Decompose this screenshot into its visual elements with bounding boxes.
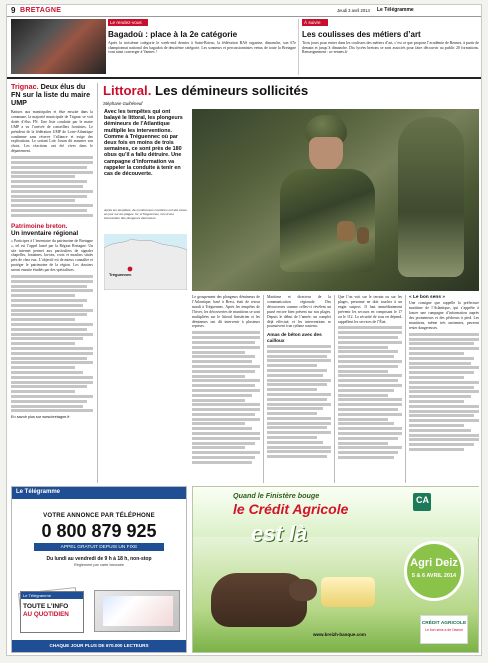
trignac-headline [11,83,93,107]
top-divider [7,77,482,79]
ad-hours: Du lundi au vendredi de 9 h à 18 h, non-stop [46,556,152,562]
brittany-land-shape [104,239,187,290]
article-col3-text: Que l’on voit sur le terrain ou sur les plages, personne ne doit toucher à un engin suspect. Il faut immédiatement prévenir les secours en composant le 17 ou le 112. La sécurité de tous en dépend, rappellent les services de l’État. [338,295,402,324]
article-col3-lines [338,326,402,459]
ad-brand: Le Télégramme [16,489,61,495]
ad-promo-header [21,592,83,599]
article-col2-text: Maritime et directeur de la communication régionale. Des découvertes comme celles-ci révèlent un passé encore bien présent sur nos plages. Depuis le début de l’année, un complet déjà effectué, et les interventions se poursuivent à un rythme soutenu. [267,295,331,329]
top-left-text: Après la troisième catégorie le week-end dernier à Saint-Brieuc, la fédération BAS organise, dimanche, son 67e championnat national des bagadoù de deuxième catégorie. Les sonneurs et percussionnistes venus de toute la Bretagne vont ainsi converger à Vannes ! [108,41,296,55]
ad-line1: Quand le Finistère bouge [233,491,320,500]
ad-footer-bar [12,640,186,652]
ad-phone-note [34,543,164,551]
subhead-1: Amas de béton avec des cailloux [267,332,322,343]
location-map [104,234,187,290]
ad-promo-line2: AU QUOTIDIEN [23,611,69,618]
ad-device-image [94,590,180,632]
left-news-column [11,83,93,483]
ad-phone[interactable]: 0 800 879 925 [41,521,157,541]
article-col4-text: Une consigne que rappelle la préfecture maritime de l’Atlantique, qui s’apprête à lancer une campagne d’information auprès des promeneurs et des pêcheurs à pied. Les munitions, même très anciennes, peuvent rester dangereuses. [409,301,479,330]
ad-line2: le Crédit Agricole [233,501,349,517]
face-shape [309,137,343,171]
section-name: BRETAGNE [20,7,62,14]
article-column-4 [405,295,479,483]
newspaper-page [6,4,482,656]
top-right-kicker-text: À suivre [304,20,321,25]
main-place: Littoral. [103,83,152,98]
article-col1-text: Le groupement des plongeurs démineurs de l’Atlantique, basé à Brest, était de retour mardi à Tréguennec. Après les tempêtes de l’hiver, les découvertes de munitions se sont multipliées sur le littoral finistérien et les démineurs ont dû intervenir à plusieurs reprises. [192,295,260,329]
trignac-place: Trignac. [11,82,39,91]
ad-footer-text: CHAQUE JOUR PLUS DE 670.000 LECTEURS [49,643,149,648]
patrimoine-title: Un inventaire régional [11,229,79,237]
deminers-photo [192,109,479,291]
page-number: 9 [11,6,16,15]
newspaper-brand: Le Télégramme [377,7,414,13]
article-column-2 [263,295,331,483]
patrimoine-body-lines [11,275,93,412]
main-headline [103,83,479,98]
ammo-shape-2 [357,227,369,244]
trignac-body: Battues aux municipales et élue ensuite dans la commune, la majorité municipale de Trignac se voit dotée d’élus FN. Une liste conduite par le maire UMP a vu l’arrivée de conseillers frontistes. Le président de la fédération UMP de Loire-Atlantique condamne sans réserve l’alliance et exige des explications. Le sortant Loïc Jouan dit assumer son choix. Les réactions ont été vives dans le département. [11,110,93,154]
main-title: Les démineurs sollicités [155,83,309,98]
torso-shape [280,169,375,272]
top-right-headline: Les coulisses des métiers d’art [302,30,421,39]
top-right-teaser [298,19,479,75]
main-lead-box [104,109,187,205]
patrimoine-headline [11,223,93,237]
ad-cow-head [289,579,317,601]
map-label: Tréguennec [109,272,132,277]
ad-tagline: VOTRE ANNONCE PAR TÉLÉPHONE [43,512,155,519]
ad-brand-bar [12,487,186,499]
top-left-kicker-text: Le rendez-vous [110,20,142,25]
ad-line3: est là [251,521,308,546]
ad-promo-brand: Le Télégramme [23,593,51,598]
ad-event-dates: 5 & 6 AVRIL 2014 [411,573,457,579]
article-col1-lines [192,331,260,464]
treguennec-marker [128,267,133,272]
ad-bank-logo [420,615,468,644]
page-header [7,5,482,17]
ad-promo-box [20,591,84,633]
trignac-body-lines [11,156,93,217]
article-col4-lines [409,333,479,451]
left-column-footer: En savoir plus sur www.bretagne.fr [11,415,70,420]
ad-promo-line1: TOUTE L’INFO [23,603,69,610]
ad-event-badge [404,541,464,601]
issue-date: Jeudi 3 avril 2014 [337,8,370,13]
article-column-3 [334,295,402,483]
top-right-kicker [302,19,328,26]
top-right-text: Trois jours pour entrer dans les coulisses des métiers d’art, c’est ce que propose l’académie de Rennes, à partir de demain et jusqu’à dimanche. Dix lycées bretons se sont associés pour faire découvrir au public 20 formations. Renseignement : ac-rennes.fr [302,41,479,55]
bagad-musicians-photo [11,19,106,74]
main-byline: Stéphane Guihéneuf [103,101,143,106]
ad-cheese-shape [321,577,375,607]
credit-agricole-ad [192,486,479,653]
patrimoine-body: « Participez à l’inventaire du patrimoine de Bretagne », tel est l’appel lancé par la Région Bretagne. Un site internet permet aux particuliers de signaler chapelles, fontaines, lavoirs, croix et moulins situés près de chez eux. L’objectif est de mieux connaître et protéger le patrimoine de la région. Les dossiers seront ensuite étudiés par des spécialistes. [11,238,93,273]
photo-caption-text: Après les tempêtes, de nombreuses munitions ont été mises au jour sur les plages. Ici, à Tréguennec, lors d’une intervention des plongeurs démineurs. [104,208,187,220]
ad-hours-note: Règlement par carte bancaire [73,563,125,567]
photo-caption [104,208,187,232]
location-map-svg [104,234,187,290]
subhead-2: « Le bon sens » [409,295,445,300]
ad-bank-name: CRÉDIT AGRICOLE [421,621,467,626]
top-left-headline: Bagadoù : place à la 2e catégorie [108,30,238,39]
article-column-1 [192,295,260,483]
patrimoine-kicker: Patrimoine breton. [11,222,68,230]
ad-phone-note-text: APPEL GRATUIT DEPUIS UN FIXE [60,544,138,550]
ad-event-name: Agri Deiz [410,557,458,569]
article-col2-lines [267,345,331,458]
ad-device-screen [103,596,173,626]
top-left-teaser [108,19,296,75]
ad-bank-ca-letters: CA [416,495,429,505]
ad-website[interactable]: www.breizh-banque.com [313,632,366,637]
main-lead-text: Avec les tempêtes qui ont balayé le littoral, les plongeurs démineurs de l’Atlantique multiplie les interventions. Comme à Tréguennec où par deux fois en moins de trois semaines, ce sont près de 180 obus qu’il a fallu détruire. Une campagne d’information va rappeler la conduite à tenir en cas de découverte. [104,109,183,178]
ad-bank-slogan: Le bon sens a de l’avenir [425,628,463,632]
right-figure-shape [398,117,464,277]
top-left-kicker [108,19,148,26]
telegramme-ad [11,486,187,653]
trignac-title: Deux élus du FN sur la liste du maire UMP [11,82,91,107]
ammo-shape [337,221,355,241]
